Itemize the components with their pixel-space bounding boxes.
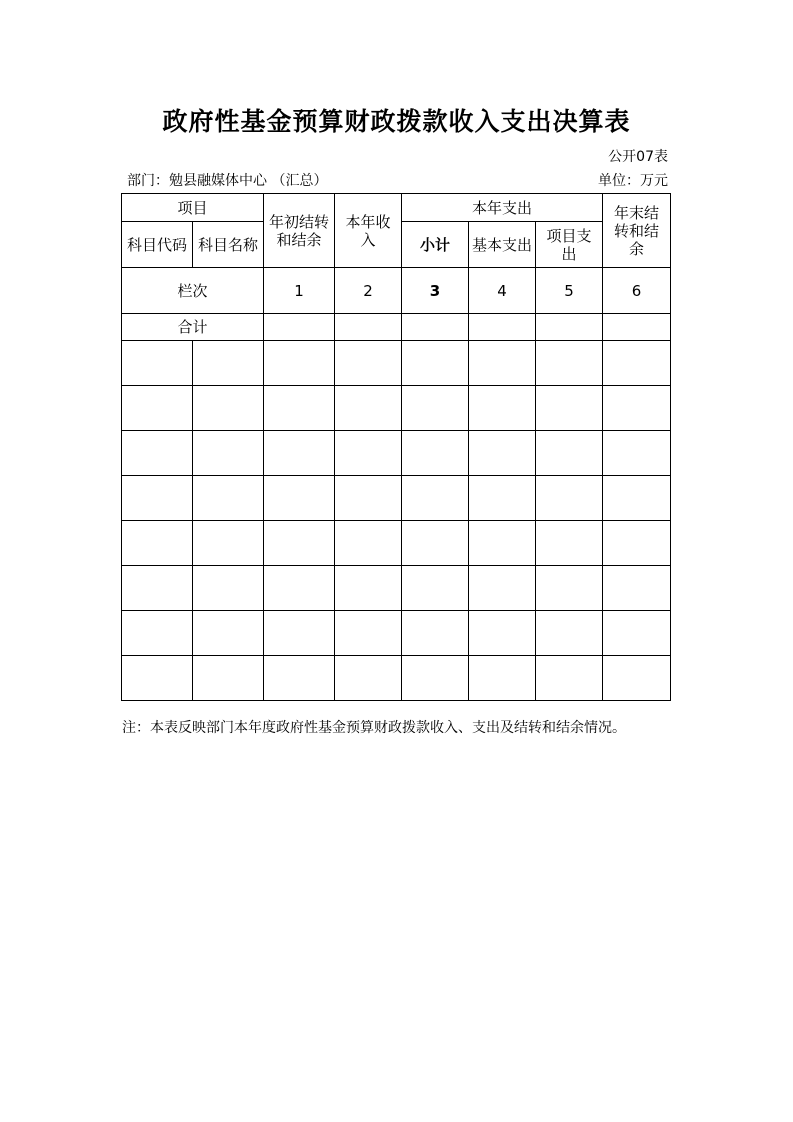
table-cell xyxy=(536,431,603,476)
department-label: 部门：勉县融媒体中心 （汇总） xyxy=(127,173,328,189)
table-cell xyxy=(536,656,603,701)
table-cell xyxy=(603,314,671,341)
total-row xyxy=(122,314,671,341)
table-cell xyxy=(603,656,671,701)
table-cell xyxy=(335,611,402,656)
table-row xyxy=(122,611,671,656)
table-cell xyxy=(335,521,402,566)
column-index-4: 4 xyxy=(469,268,536,314)
header-current-expense: 本年支出 xyxy=(402,194,603,222)
table-cell xyxy=(264,566,335,611)
column-index-label: 栏次 xyxy=(122,268,264,314)
table-cell xyxy=(264,656,335,701)
table-cell xyxy=(122,341,193,386)
table-cell xyxy=(122,521,193,566)
table-cell xyxy=(469,386,536,431)
column-index-2: 2 xyxy=(335,268,402,314)
header-closing-balance-text: 年末结转和结余 xyxy=(614,203,660,258)
table-cell xyxy=(402,566,469,611)
header-project-expense-text: 项目支出 xyxy=(546,226,592,263)
table-cell xyxy=(603,341,671,386)
table-cell xyxy=(402,431,469,476)
table-cell xyxy=(264,341,335,386)
table-cell xyxy=(193,386,264,431)
column-index-3: 3 xyxy=(402,268,469,314)
table-cell xyxy=(122,476,193,521)
page-title: 政府性基金预算财政拨款收入支出决算表 xyxy=(162,107,631,136)
table-cell xyxy=(335,314,402,341)
table-cell xyxy=(264,611,335,656)
table-cell xyxy=(603,521,671,566)
table-cell xyxy=(603,431,671,476)
column-index-5: 5 xyxy=(536,268,603,314)
table-row xyxy=(122,656,671,701)
table-cell xyxy=(122,656,193,701)
unit-label: 单位：万元 xyxy=(598,173,668,189)
table-cell xyxy=(193,611,264,656)
table-cell xyxy=(193,476,264,521)
form-number: 公开07表 xyxy=(608,149,668,165)
header-subject-code: 科目代码 xyxy=(122,222,193,268)
table-cell xyxy=(469,314,536,341)
table-cell xyxy=(603,566,671,611)
table-cell xyxy=(122,566,193,611)
table-cell xyxy=(536,386,603,431)
column-index-row xyxy=(122,268,671,314)
table-row xyxy=(122,521,671,566)
table-cell xyxy=(402,341,469,386)
header-current-income xyxy=(335,194,402,268)
table-cell xyxy=(469,341,536,386)
header-project-expense xyxy=(536,222,603,268)
table-cell xyxy=(402,314,469,341)
table-row xyxy=(122,431,671,476)
table-cell xyxy=(402,611,469,656)
table-cell xyxy=(402,656,469,701)
table-cell xyxy=(264,431,335,476)
table-cell xyxy=(469,566,536,611)
header-row-1 xyxy=(122,194,671,222)
table-cell xyxy=(335,656,402,701)
table-cell xyxy=(536,341,603,386)
table-row xyxy=(122,476,671,521)
table-cell xyxy=(536,521,603,566)
table-cell xyxy=(335,566,402,611)
table-row xyxy=(122,341,671,386)
table-cell xyxy=(536,476,603,521)
column-index-6: 6 xyxy=(603,268,671,314)
header-basic-expense: 基本支出 xyxy=(469,222,536,268)
table-cell xyxy=(193,656,264,701)
total-row-label xyxy=(122,314,264,341)
table-cell xyxy=(536,314,603,341)
table-row xyxy=(122,566,671,611)
column-index-1: 1 xyxy=(264,268,335,314)
total-row-label-text: 合计 xyxy=(177,318,208,336)
header-subject-name: 科目名称 xyxy=(193,222,264,268)
table-cell xyxy=(469,611,536,656)
table-cell xyxy=(603,386,671,431)
table-cell xyxy=(603,611,671,656)
table-cell xyxy=(122,386,193,431)
table-cell xyxy=(469,521,536,566)
table-cell xyxy=(193,566,264,611)
table-cell xyxy=(536,566,603,611)
table-cell xyxy=(264,386,335,431)
table-cell xyxy=(122,611,193,656)
table-cell xyxy=(402,521,469,566)
table-cell xyxy=(469,476,536,521)
table-cell xyxy=(536,611,603,656)
table-cell xyxy=(335,476,402,521)
budget-table xyxy=(121,193,671,701)
header-item: 项目 xyxy=(122,194,264,222)
header-closing-balance xyxy=(603,194,671,268)
table-cell xyxy=(335,431,402,476)
header-subtotal: 小计 xyxy=(402,222,469,268)
table-cell xyxy=(402,476,469,521)
header-current-income-text: 本年收入 xyxy=(345,212,391,249)
table-cell xyxy=(264,476,335,521)
table-row xyxy=(122,386,671,431)
header-opening-balance-text: 年初结转和结余 xyxy=(269,212,330,249)
table-cell xyxy=(193,521,264,566)
table-cell xyxy=(603,476,671,521)
table-cell xyxy=(193,341,264,386)
table-cell xyxy=(335,341,402,386)
table-cell xyxy=(469,656,536,701)
footnote: 注：本表反映部门本年度政府性基金预算财政拨款收入、支出及结转和结余情况。 xyxy=(122,720,626,736)
table-cell xyxy=(193,431,264,476)
table-cell xyxy=(264,521,335,566)
table-cell xyxy=(469,431,536,476)
table-cell xyxy=(264,314,335,341)
table-cell xyxy=(335,386,402,431)
table-cell xyxy=(122,431,193,476)
table-cell xyxy=(402,386,469,431)
header-opening-balance xyxy=(264,194,335,268)
